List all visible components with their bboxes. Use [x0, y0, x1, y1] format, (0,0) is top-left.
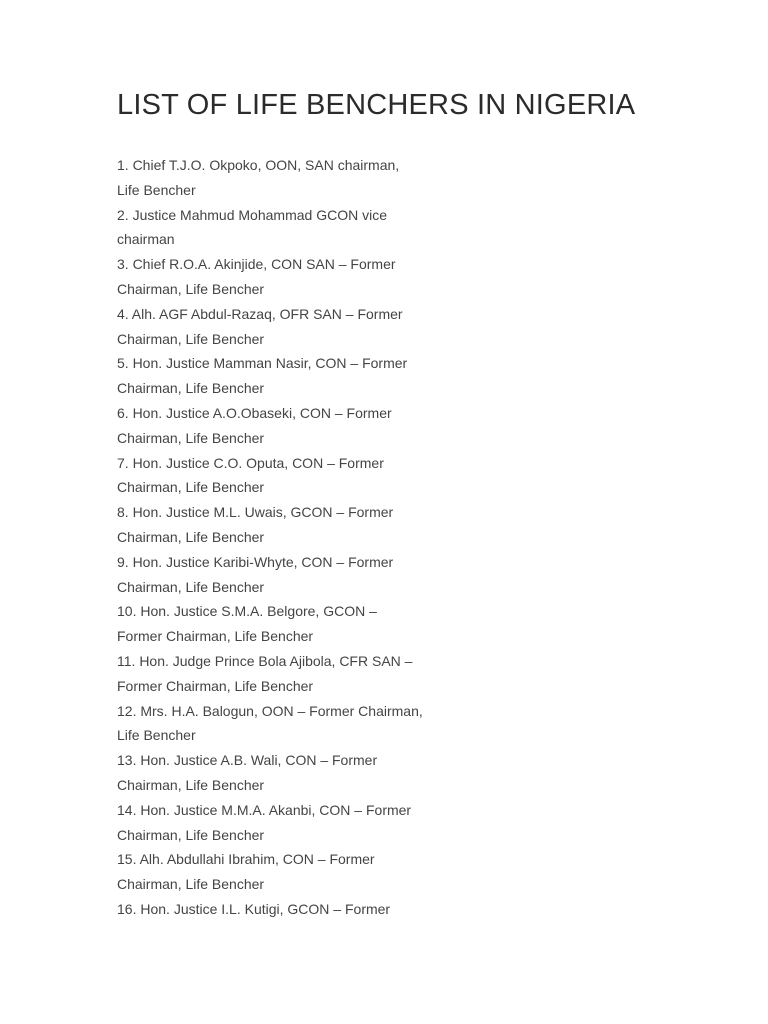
- list-line: 10. Hon. Justice S.M.A. Belgore, GCON –: [117, 603, 377, 620]
- list-line: 11. Hon. Judge Prince Bola Ajibola, CFR SAN –: [117, 652, 413, 669]
- document-page: [117, 86, 637, 922]
- list-line: Life Bencher: [117, 727, 196, 744]
- list-line: Former Chairman, Life Bencher: [117, 677, 314, 694]
- list-line: 9. Hon. Justice Karibi-Whyte, CON – Former: [117, 553, 394, 570]
- list-line: 7. Hon. Justice C.O. Oputa, CON – Former: [117, 454, 384, 471]
- list-line: 3. Chief R.O.A. Akinjide, CON SAN – Former: [117, 256, 396, 273]
- list-line: 12. Mrs. H.A. Balogun, OON – Former Chairman,: [117, 702, 423, 719]
- list-line: Chairman, Life Bencher: [117, 429, 265, 446]
- list-line: Chairman, Life Bencher: [117, 578, 265, 595]
- list-line: 14. Hon. Justice M.M.A. Akanbi, CON – Former: [117, 801, 412, 818]
- list-line: chairman: [117, 231, 175, 248]
- list-line: Chairman, Life Bencher: [117, 280, 265, 297]
- list-line: Chairman, Life Bencher: [117, 826, 265, 843]
- list-line: 16. Hon. Justice I.L. Kutigi, GCON – Former: [117, 900, 391, 917]
- life-benchers-list: [117, 153, 637, 922]
- list-line: Chairman, Life Bencher: [117, 776, 265, 793]
- list-line: 5. Hon. Justice Mamman Nasir, CON – Former: [117, 355, 408, 372]
- list-line: 13. Hon. Justice A.B. Wali, CON – Former: [117, 752, 378, 769]
- list-line: Chairman, Life Bencher: [117, 479, 265, 496]
- list-line: 6. Hon. Justice A.O.Obaseki, CON – Former: [117, 404, 392, 421]
- list-line: 2. Justice Mahmud Mohammad GCON vice: [117, 206, 387, 223]
- list-line: 8. Hon. Justice M.L. Uwais, GCON – Former: [117, 504, 394, 521]
- list-line: 15. Alh. Abdullahi Ibrahim, CON – Former: [117, 851, 375, 868]
- list-line: Chairman, Life Bencher: [117, 380, 265, 397]
- list-line: Life Bencher: [117, 181, 196, 198]
- list-line: 4. Alh. AGF Abdul-Razaq, OFR SAN – Former: [117, 305, 403, 322]
- list-line: Chairman, Life Bencher: [117, 330, 265, 347]
- document-title: LIST OF LIFE BENCHERS IN NIGERIA: [117, 89, 636, 121]
- list-line: Former Chairman, Life Bencher: [117, 628, 314, 645]
- list-line: 1. Chief T.J.O. Okpoko, OON, SAN chairman,: [117, 157, 400, 173]
- list-line: Chairman, Life Bencher: [117, 876, 265, 893]
- list-line: Chairman, Life Bencher: [117, 528, 265, 545]
